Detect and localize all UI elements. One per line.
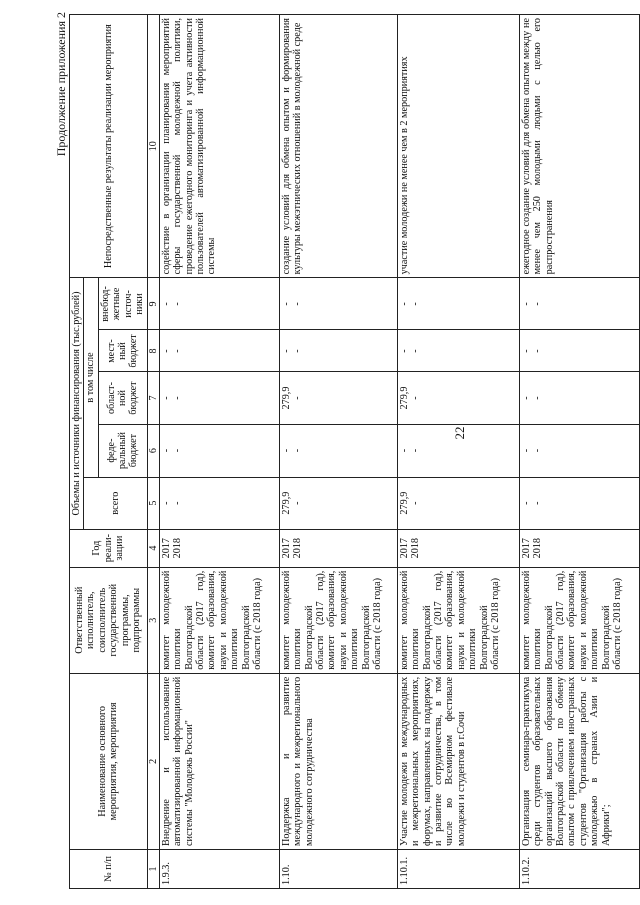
table-row (519, 15, 639, 889)
row-responsible: комитет молодежной политики Волгоградской области (2017 год), комитет образования, науки и молодежной политики Волгоградской области (с 2018 года) (397, 567, 519, 673)
row-number: 1.9.3. (159, 849, 279, 888)
row-measure-name: Поддержка и развитие международного и межрегионального молодежного сотрудничества (279, 673, 397, 849)
row-federal: - - (397, 424, 519, 477)
row-result: содействие в организации планирования мероприятий сферы государственной молодежной политики, проведение ежегодного мониторинга и учета активности пользователей автоматизированной информационной системы (159, 15, 279, 278)
header-funding: Объемы и источники финансирования (тыс.рублей) (70, 278, 84, 529)
row-federal: - - (159, 424, 279, 477)
column-number: 5 (147, 477, 159, 529)
page-number: 22 (452, 426, 467, 440)
column-number: 2 (147, 673, 159, 849)
program-measures-table (69, 14, 640, 889)
row-measure-name: Участие молодежи в международных и межрегиональных мероприятиях, форумах, направленных на поддержку и развитие сотрудничества, в том числе во Всемирном фестивале молодежи и студентов в г.Сочи (397, 673, 519, 849)
header-extra: внебюд-жетные источ-ники (98, 278, 147, 330)
row-number: 1.10.1. (397, 849, 519, 888)
column-number: 1 (147, 849, 159, 888)
row-total: 279,9 - (279, 477, 397, 529)
row-federal: - - (279, 424, 397, 477)
row-regional: - - (519, 372, 639, 424)
table-row (279, 15, 397, 889)
row-extra: - - (397, 278, 519, 330)
column-number: 9 (147, 278, 159, 330)
column-number: 7 (147, 372, 159, 424)
row-responsible: комитет молодежной политики Волгоградской области (2017 год), комитет образования, науки и молодежной политики Волгоградской области (с 2018 года) (519, 567, 639, 673)
column-number: 6 (147, 424, 159, 477)
row-number: 1.10.2. (519, 849, 639, 888)
row-years: 2017 2018 (159, 529, 279, 567)
header-regional: област-ной бюджет (98, 372, 147, 424)
row-total: - - (519, 477, 639, 529)
row-years: 2017 2018 (397, 529, 519, 567)
row-extra: - - (519, 278, 639, 330)
row-extra: - - (279, 278, 397, 330)
continuation-note: Продолжение приложения 2 (54, 12, 68, 157)
header-num: № п/п (70, 849, 148, 888)
header-responsible: Ответственный исполнитель, соисполнитель государственной программы, подпрограммы (70, 567, 148, 673)
column-number: 3 (147, 567, 159, 673)
row-extra: - - (159, 278, 279, 330)
table-row (159, 15, 279, 889)
header-year: Год реали-зации (70, 529, 148, 567)
row-regional: - - (159, 372, 279, 424)
row-result: участие молодежи не менее чем в 2 мероприятиях (397, 15, 519, 278)
row-local: - - (159, 330, 279, 372)
row-local: - - (279, 330, 397, 372)
column-number: 10 (147, 15, 159, 278)
row-responsible: комитет молодежной политики Волгоградской области (2017 год), комитет образования, науки и молодежной политики Волгоградской области (с 2018 года) (279, 567, 397, 673)
row-total: - - (159, 477, 279, 529)
row-result: ежегодное создание условий для обмена опытом между не менее чем 250 молодыми людьми с целью его распространения (519, 15, 639, 278)
header-total: всего (84, 477, 147, 529)
table-row (397, 15, 519, 889)
row-measure-name: Организация семинара-практикума среди студентов образовательных организаций высшего образования Волгоградской области по обмену опытом с привлечением иностранных студентов "Организация работы с молодежью в странах Азии и Африки"; (519, 673, 639, 849)
header-including: в том числе (84, 278, 98, 477)
row-total: 279,9 - (397, 477, 519, 529)
header-local: мест-ный бюджет (98, 330, 147, 372)
column-number: 8 (147, 330, 159, 372)
header-federal: феде-ральный бюджет (98, 424, 147, 477)
row-regional: 279,9 - (279, 372, 397, 424)
row-local: - - (397, 330, 519, 372)
column-number-row (147, 15, 159, 889)
row-number: 1.10. (279, 849, 397, 888)
row-federal: - - (519, 424, 639, 477)
row-responsible: комитет молодежной политики Волгоградской области (2017 год), комитет образования, науки и молодежной политики Волгоградской области (с 2018 года) (159, 567, 279, 673)
header-name: Наименование основного мероприятия, мероприятия (70, 673, 148, 849)
column-number: 4 (147, 529, 159, 567)
row-result: создание условий для обмена опытом и формирования культуры межэтнических отношений в молодежной среде (279, 15, 397, 278)
row-years: 2017 2018 (519, 529, 639, 567)
row-measure-name: Внедрение и использование автоматизированной информационной системы "Молодежь России" (159, 673, 279, 849)
row-regional: 279,9 - (397, 372, 519, 424)
row-local: - - (519, 330, 639, 372)
row-years: 2017 2018 (279, 529, 397, 567)
header-results: Непосредственные результаты реализации мероприятия (70, 15, 148, 278)
